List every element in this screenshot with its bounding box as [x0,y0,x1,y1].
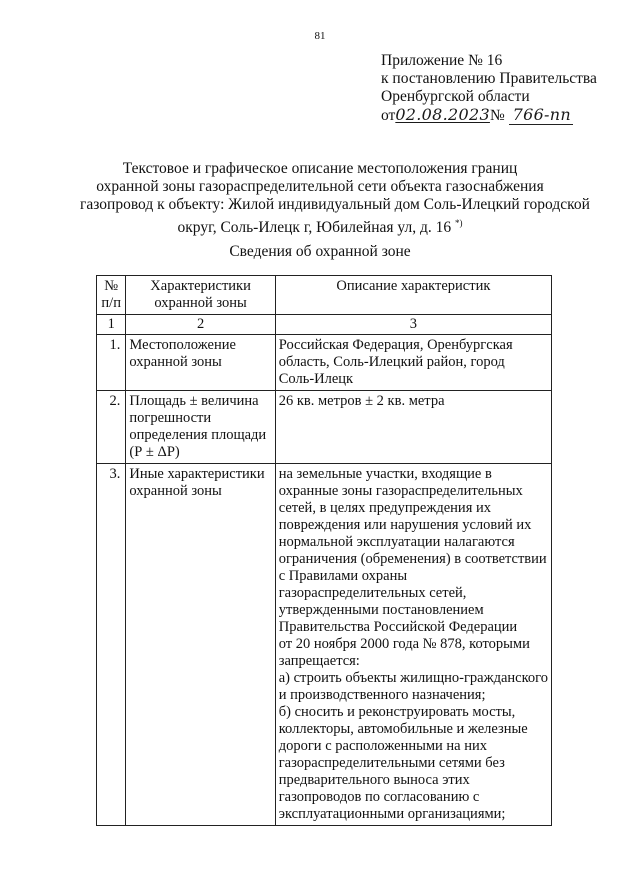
row-1-characteristic-line: охранной зоны [129,354,222,370]
header-description: Описание характеристик [275,276,551,315]
appendix-date: 02.08.2023 [395,105,490,124]
row-3-characteristic-line: Иные характеристики [129,466,265,482]
footnote-mark: *) [454,218,463,228]
row-3-description-line: дороги с расположенными на них [278,738,487,754]
index-cell-1: 1 [97,315,126,335]
row-2-characteristic-line: Площадь ± величина [129,393,259,409]
table-index-row [97,315,552,335]
row-2-description-line: 26 кв. метров ± 2 кв. метра [278,393,445,409]
row-2-characteristic-line: (Р ± ΔР) [129,444,180,460]
appendix-line-2: к постановлению Правительства [381,70,597,87]
row-3-description-line: б) сносить и реконструировать мосты, [278,704,516,720]
title-line-4-wrap [80,214,560,237]
row-2-characteristic-line: определения площади [129,427,267,443]
appendix-line-1: Приложение № 16 [381,52,503,69]
title-line-3: газопровод к объекту: Жилой индивидуальный дом Соль-Илецкий городской [80,196,590,213]
table-row [97,464,552,826]
row-3-description-line: на земельные участки, входящие в [278,466,492,482]
row-2-num: 2. [97,391,126,464]
appendix-date-prefix: от [381,107,396,124]
table-header-row [97,276,552,315]
appendix-date-line [381,106,597,125]
row-2-characteristic [126,391,275,464]
row-3-description-line: газопроводов по согласованию с [278,789,480,805]
row-1-description-line: область, Соль-Илецкий район, город [278,354,505,370]
row-3-description-line: сетей, в целях предупреждения их [278,500,491,516]
row-2-description [275,391,551,464]
title-line-4: округ, Соль-Илецк г, Юбилейная ул, д. 16 [177,219,452,237]
row-3-description-line: утвержденными постановлением [278,602,484,618]
row-3-description-line: Правительства Российской Федерации [278,619,518,635]
title-line-2: охранной зоны газораспределительной сети объекта газоснабжения [96,178,544,195]
row-3-characteristic-line: охранной зоны [129,483,222,499]
row-3-characteristic [126,464,275,826]
section-subtitle: Сведения об охранной зоне [229,243,411,260]
document-title [80,160,590,237]
index-cell-2: 2 [126,315,275,335]
row-3-description-line: охранные зоны газораспределительных [278,483,523,499]
row-1-characteristic-line: Местоположение [129,337,236,353]
row-3-description-line: предварительного выноса этих [278,772,470,788]
row-1-description-line: Соль-Илецк [278,371,354,387]
header-characteristics-line-2: охранной зоны [154,295,247,311]
row-1-characteristic [126,335,275,391]
row-1-num: 1. [97,335,126,391]
row-3-description-line: нормальной эксплуатации налагаются [278,534,515,550]
header-num-line-2: п/п [101,295,121,311]
zone-info-table [96,275,552,826]
row-3-description-line: ограничения (обременения) в соответствии [278,551,547,567]
row-3-description-line: коллекторы, автомобильные и железные [278,721,528,737]
table-row [97,391,552,464]
row-1-description [275,335,551,391]
row-3-description-line: и производственного назначения; [278,687,486,703]
header-num-line-1: № [104,278,119,294]
row-3-description [275,464,551,826]
row-3-description-line: с Правилами охраны [278,568,408,584]
row-3-description-line: запрещается: [278,653,360,669]
header-num [97,276,126,315]
row-3-description-line: повреждения или нарушения условий их [278,517,532,533]
header-characteristics [126,276,275,315]
index-cell-3: 3 [275,315,551,335]
appendix-line-3: Оренбургской области [381,88,530,105]
row-2-characteristic-line: погрешности [129,410,212,426]
header-characteristics-line-1: Характеристики [150,278,251,294]
appendix-number-sign: № [489,107,505,124]
row-3-description-line: газораспределительными сетями без [278,755,505,771]
row-3-description-line: от 20 ноября 2000 года № 878, которыми [278,636,530,652]
appendix-number: 766-пп [509,106,573,125]
page-number: 81 [314,30,326,42]
table-row [97,335,552,391]
appendix-block [381,52,597,125]
row-3-description-line: газораспределительных сетей, [278,585,467,601]
row-3-num: 3. [97,464,126,826]
row-3-description-line: эксплуатационными организациями; [278,806,506,822]
row-3-description-line: а) строить объекты жилищно-гражданского [278,670,548,686]
row-1-description-line: Российская Федерация, Оренбургская [278,337,513,353]
title-line-1: Текстовое и графическое описание местоположения границ [122,160,518,177]
